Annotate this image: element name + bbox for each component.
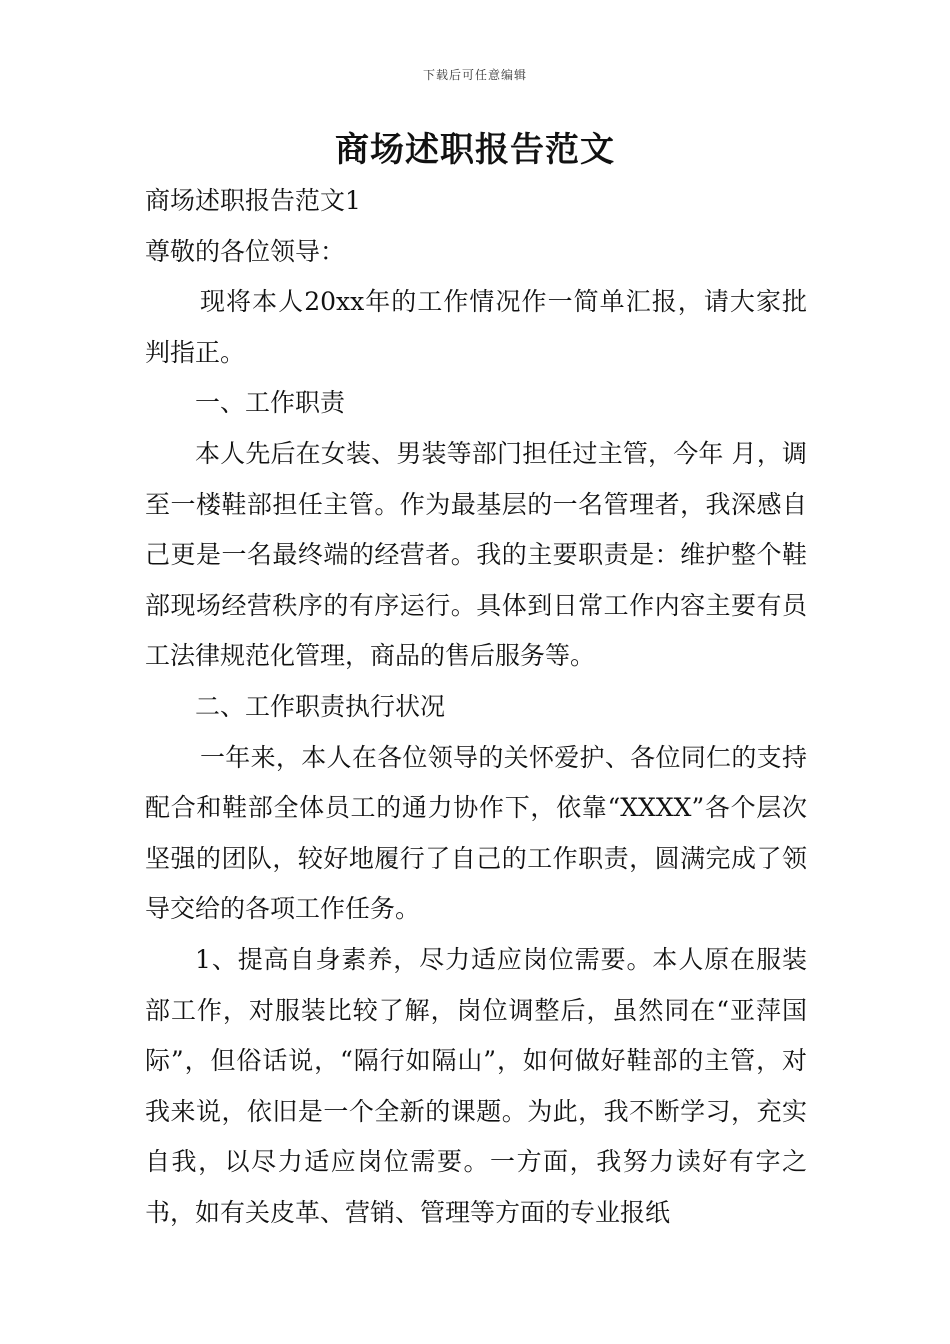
intro-paragraph: 现将本人20xx年的工作情况作一简单汇报，请大家批判指正。	[145, 287, 807, 367]
subtitle-paragraph: 商场述职报告范文1	[145, 186, 361, 215]
section-heading-execution: 二、工作职责执行状况	[195, 691, 446, 721]
header-note: 下载后可任意编辑	[422, 68, 527, 82]
duties-paragraph: 本人先后在女装、男装等部门担任过主管，今年 月，调至一楼鞋部担任主管。作为最基层的一名管理者，我深感自己更是一名最终端的经营者。我的主要职责是：维护整个鞋部现场经营秩序的有序运行。具体到日常工作内容主要有员工法律规范化管理，商品的售后服务等。	[145, 438, 807, 671]
document-title: 商场述职报告范文	[335, 130, 615, 170]
point-1-paragraph: 1、提高自身素养，尽力适应岗位需要。本人原在服装部工作，对服装比较了解，岗位调整后，虽然同在“亚萍国际”，但俗话说，“隔行如隔山”，如何做好鞋部的主管，对我来说，依旧是一个全新的课题。为此，我不断学习，充实自我，以尽力适应岗位需要。一方面，我努力读好有字之书，如有关皮革、营销、管理等方面的专业报纸	[145, 944, 807, 1227]
execution-paragraph: 一年来，本人在各位领导的关怀爱护、各位同仁的支持配合和鞋部全体员工的通力协作下，依靠“XXXX”各个层次坚强的团队，较好地履行了自己的工作职责，圆满完成了领导交给的各项工作任务。	[145, 742, 807, 924]
document-body	[145, 176, 807, 1238]
section-heading-duties: 一、工作职责	[195, 388, 346, 418]
salutation-paragraph: 尊敬的各位领导：	[145, 236, 346, 266]
